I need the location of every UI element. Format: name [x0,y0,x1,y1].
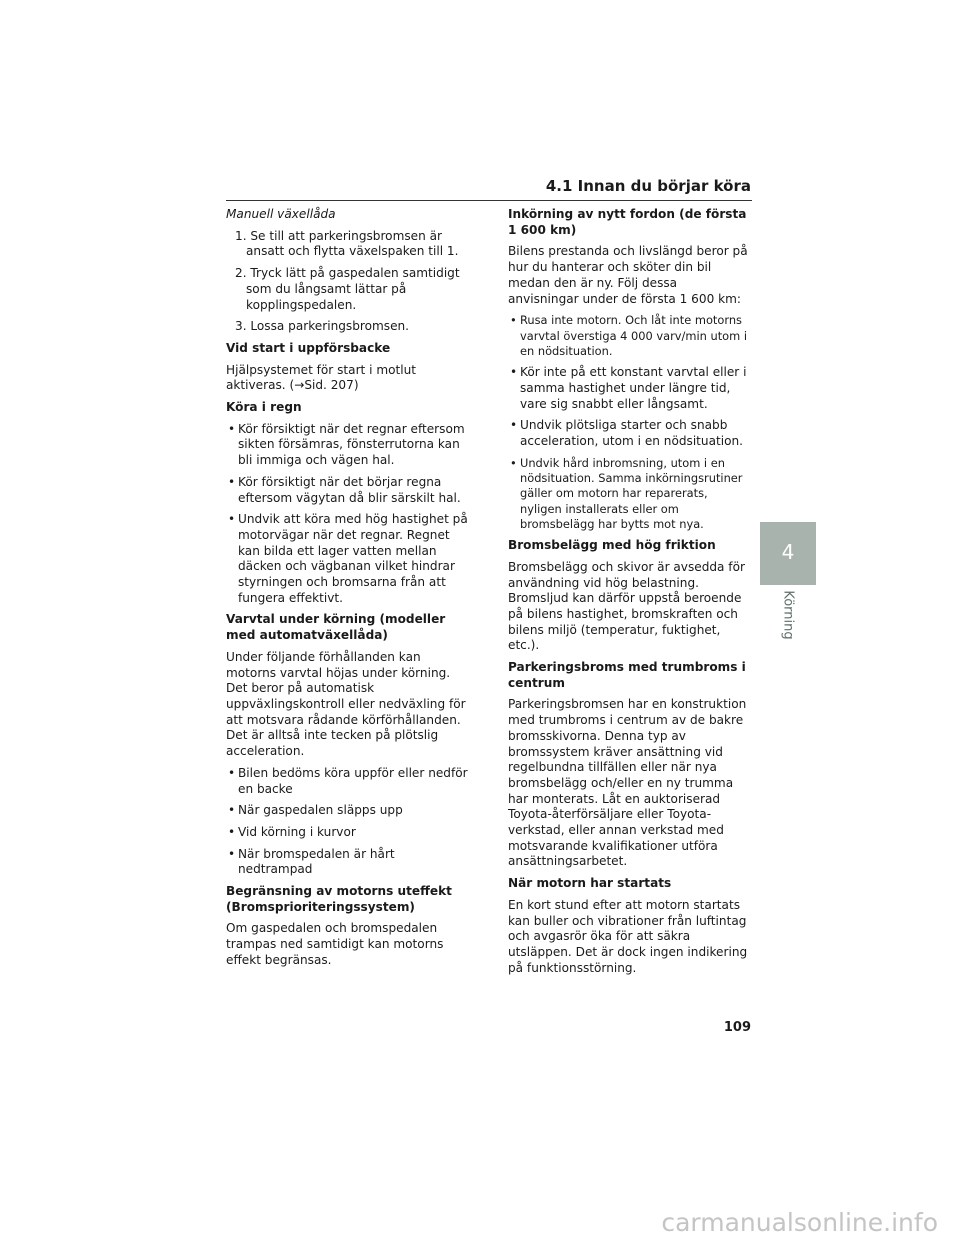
rain-bullet [226,512,468,606]
manual-gearbox-heading: Manuell växellåda [226,207,336,221]
chapter-tab [760,522,816,585]
break-in-bullet [508,456,750,532]
bullet-text: Rusa inte motorn. Och låt inte motorns varvtal överstiga 4 000 varv/min utom i en nödsituation. [520,313,748,358]
chapter-number: 4 [781,540,795,564]
bullet-text: Kör försiktigt när det börjar regna eftersom vägytan då blir särskilt hal. [238,474,461,505]
bullet-dot: • [510,313,517,328]
bullet-dot: • [228,846,236,861]
rpm-text: Under följande förhållanden kan motorns varvtal höjas under körning. Det beror på automatisk uppväxlingskontroll eller nedväxling för att motsvara rådande körförhållanden. Det är alltså inte tecken på plötslig acceleration. [226,649,466,759]
section-title: 4.1 Innan du börjar köra [545,177,751,195]
rpm-bullet [226,847,468,878]
rpm-bullet [226,766,468,797]
drum-brake-text: Parkeringsbromsen har en konstruktion med trumbroms i centrum av de bakre bromsskivorna. Denna typ av bromssystem kräver ansättning vid regelbundna tillfällen eller när nya bromsbelägg och/eller en ny trumma har monterats. Låt en auktoriserad Toyota-återförsäljare eller Toyota-verkstad, eller annan verkstad med motsvarande kvalifikationer utföra ansättningsarbetet. [508,697,747,869]
step-item: 1. Se till att parkeringsbromsen är ansatt och flytta växelspaken till 1. [235,228,459,259]
uphill-text: Hjälpsystemet för start i motlut aktiveras. (→Sid. 207) [226,362,417,393]
bullet-dot: • [510,455,517,470]
rpm-bullet [226,825,468,841]
uphill-heading: Vid start i uppförsbacke [226,340,391,355]
break-in-bullet [508,365,750,412]
bullet-dot: • [228,824,236,839]
break-in-heading: Inkörning av nytt fordon (de första 1 600 km) [508,207,747,237]
break-in-text: Bilens prestanda och livslängd beror på hur du hanterar och sköter din bil medan den är ny. Följ dessa anvisningar under de första 1 600 km: [508,244,748,306]
right-column [508,207,750,982]
bullet-dot: • [510,365,518,380]
bullet-dot: • [228,765,236,780]
bullet-text: Kör försiktigt när det regnar eftersom sikten försämras, fönsterrutorna kan bli immiga och vägen hal. [238,421,465,468]
rain-bullet [226,475,468,506]
engine-started-text: En kort stund efter att motorn startats kan buller och vibrationer från luftintag och avgasrör öka för att säkra utsläppen. Det är dock ingen indikering på funktionsstörning. [508,897,748,975]
rpm-heading: Varvtal under körning (modeller med automatväxellåda) [226,612,446,643]
bullet-text: När bromspedalen är hårt nedtrampad [238,846,395,877]
bullet-dot: • [228,474,236,489]
bullet-text: Vid körning i kurvor [238,824,356,839]
rpm-bullet [226,803,468,819]
bullet-text: När gaspedalen släpps upp [238,803,403,818]
rain-bullet [226,422,468,469]
bullet-text: Kör inte på ett konstant varvtal eller i samma hastighet under längre tid, vare sig snabbt eller långsamt. [520,365,747,411]
page-number: 109 [723,1020,751,1035]
engine-started-heading: När motorn har startats [508,876,672,891]
watermark: carmanualsonline.info [661,1208,938,1237]
bullet-text: Undvik att köra med hög hastighet på motorvägar när det regnar. Regnet kan bilda ett lager vatten mellan däcken och vägbanan vilket hindrar styrningen och bromsarna från att fungera effektivt. [238,512,468,605]
brake-pads-text: Bromsbelägg och skivor är avsedda för användning vid hög belastning. Bromsljud kan därför uppstå beroende på bilens hastighet, bromskraften och bilens miljö (temperatur, fuktighet, etc.). [508,559,745,653]
chapter-label: Körning [780,590,796,640]
bullet-dot: • [228,512,236,527]
drum-brake-heading: Parkeringsbroms med trumbroms i centrum [508,660,746,690]
bullet-dot: • [228,803,236,818]
break-in-bullet [508,313,750,359]
brake-pads-heading: Bromsbelägg med hög friktion [508,538,716,553]
power-limit-text: Om gaspedalen och bromspedalen trampas ned samtidigt kan motorns effekt begränsas. [226,921,444,967]
left-column [226,207,468,975]
step-item: 2. Tryck lätt på gaspedalen samtidigt som du långsamt lättar på kopplingspedalen. [235,266,460,312]
bullet-text: Bilen bedöms köra uppför eller nedför en backe [238,765,468,796]
break-in-bullet [508,418,750,449]
bullet-dot: • [228,421,236,436]
power-limit-heading: Begränsning av motorns uteffekt (Bromsprioriteringssystem) [226,884,452,914]
bullet-dot: • [510,418,518,433]
step-item: 3. Lossa parkeringsbromsen. [235,319,410,334]
header-divider [226,200,752,201]
bullet-text: Undvik hård inbromsning, utom i en nödsituation. Samma inkörningsrutiner gäller om motorn har reparerats, nyligen installerats eller om bromsbelägg har bytts mot nya. [520,455,743,531]
bullet-text: Undvik plötsliga starter och snabb acceleration, utom i en nödsituation. [520,418,744,448]
rain-heading: Köra i regn [226,400,302,415]
